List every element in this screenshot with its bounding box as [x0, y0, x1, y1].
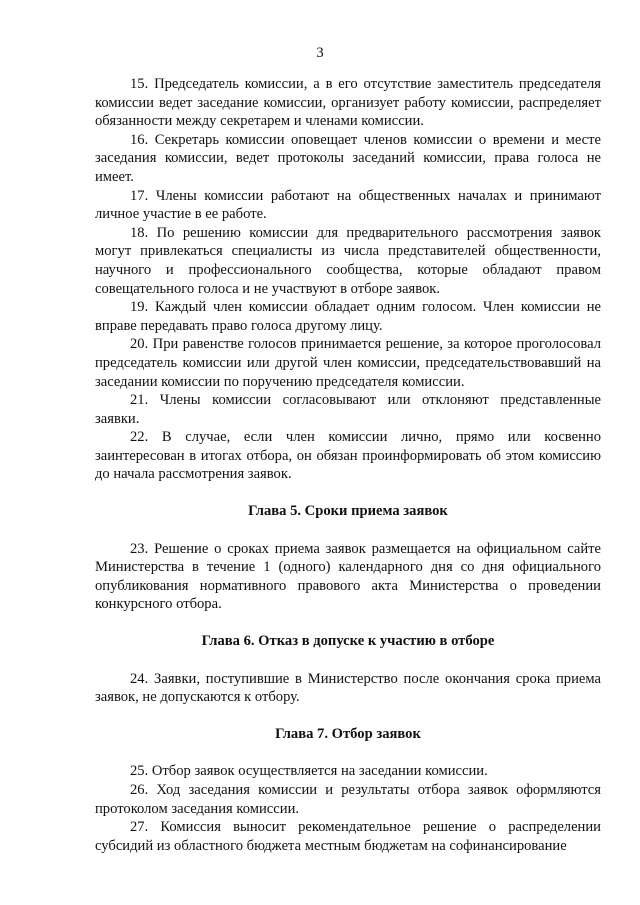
- paragraph-20: 20. При равенстве голосов принимается решение, за которое проголосовал председатель комиссии или другой член комиссии, председательствовавший на заседании комиссии по поручению председателя комиссии.: [95, 336, 601, 390]
- paragraph-24: 24. Заявки, поступившие в Министерство после окончания срока приема заявок, не допускаются к отбору.: [95, 670, 601, 706]
- paragraph-18: 18. По решению комиссии для предварительного рассмотрения заявок могут привлекаться специалисты из числа представителей общественности, научного и профессионального сообщества, которые обладают правом совещательного голоса и не участвуют в отборе заявок.: [95, 224, 601, 297]
- paragraph-26: 26. Ход заседания комиссии и результаты отбора заявок оформляются протоколом заседания комиссии.: [95, 782, 601, 817]
- paragraph-15: 15. Председатель комиссии, а в его отсутствие заместитель председателя комиссии ведет заседание комиссии, организует работу комиссии, распределяет обязанности между секретарем и членами комиссии.: [95, 76, 601, 130]
- paragraph-17: 17. Члены комиссии работают на общественных началах и принимают личное участие в ее работе.: [95, 187, 601, 223]
- paragraph-27: 27. Комиссия выносит рекомендательное решение о распределении субсидий из областного бюджета местным бюджетам на софинансирование: [95, 819, 601, 854]
- paragraph-22: 22. В случае, если член комиссии лично, прямо или косвенно заинтересован в итогах отбора, он обязан проинформировать об этом комиссию до начала рассмотрения заявок.: [95, 429, 601, 483]
- chapter-7-heading: Глава 7. Отбор заявок: [275, 725, 421, 742]
- paragraph-25: 25. Отбор заявок осуществляется на заседании комиссии.: [130, 763, 488, 780]
- paragraph-23: 23. Решение о сроках приема заявок размещается на официальном сайте Министерства в течение 1 (одного) календарного дня со дня официального опубликования нормативного правового акта Министерства о проведении конкурсного отбора.: [95, 540, 601, 613]
- chapter-6-heading: Глава 6. Отказ в допуске к участию в отборе: [201, 633, 495, 650]
- paragraph-19: 19. Каждый член комиссии обладает одним голосом. Член комиссии не вправе передавать право голоса другому лицу.: [95, 299, 601, 334]
- paragraph-16: 16. Секретарь комиссии оповещает членов комиссии о времени и месте заседания комиссии, ведет протоколы заседаний комиссии, права голоса не имеет.: [95, 131, 601, 185]
- document-body: [95, 75, 601, 855]
- chapter-5-heading: Глава 5. Сроки приема заявок: [248, 503, 448, 520]
- page-number: 3: [316, 45, 324, 61]
- paragraph-21: 21. Члены комиссии согласовывают или отклоняют представленные заявки.: [95, 392, 601, 427]
